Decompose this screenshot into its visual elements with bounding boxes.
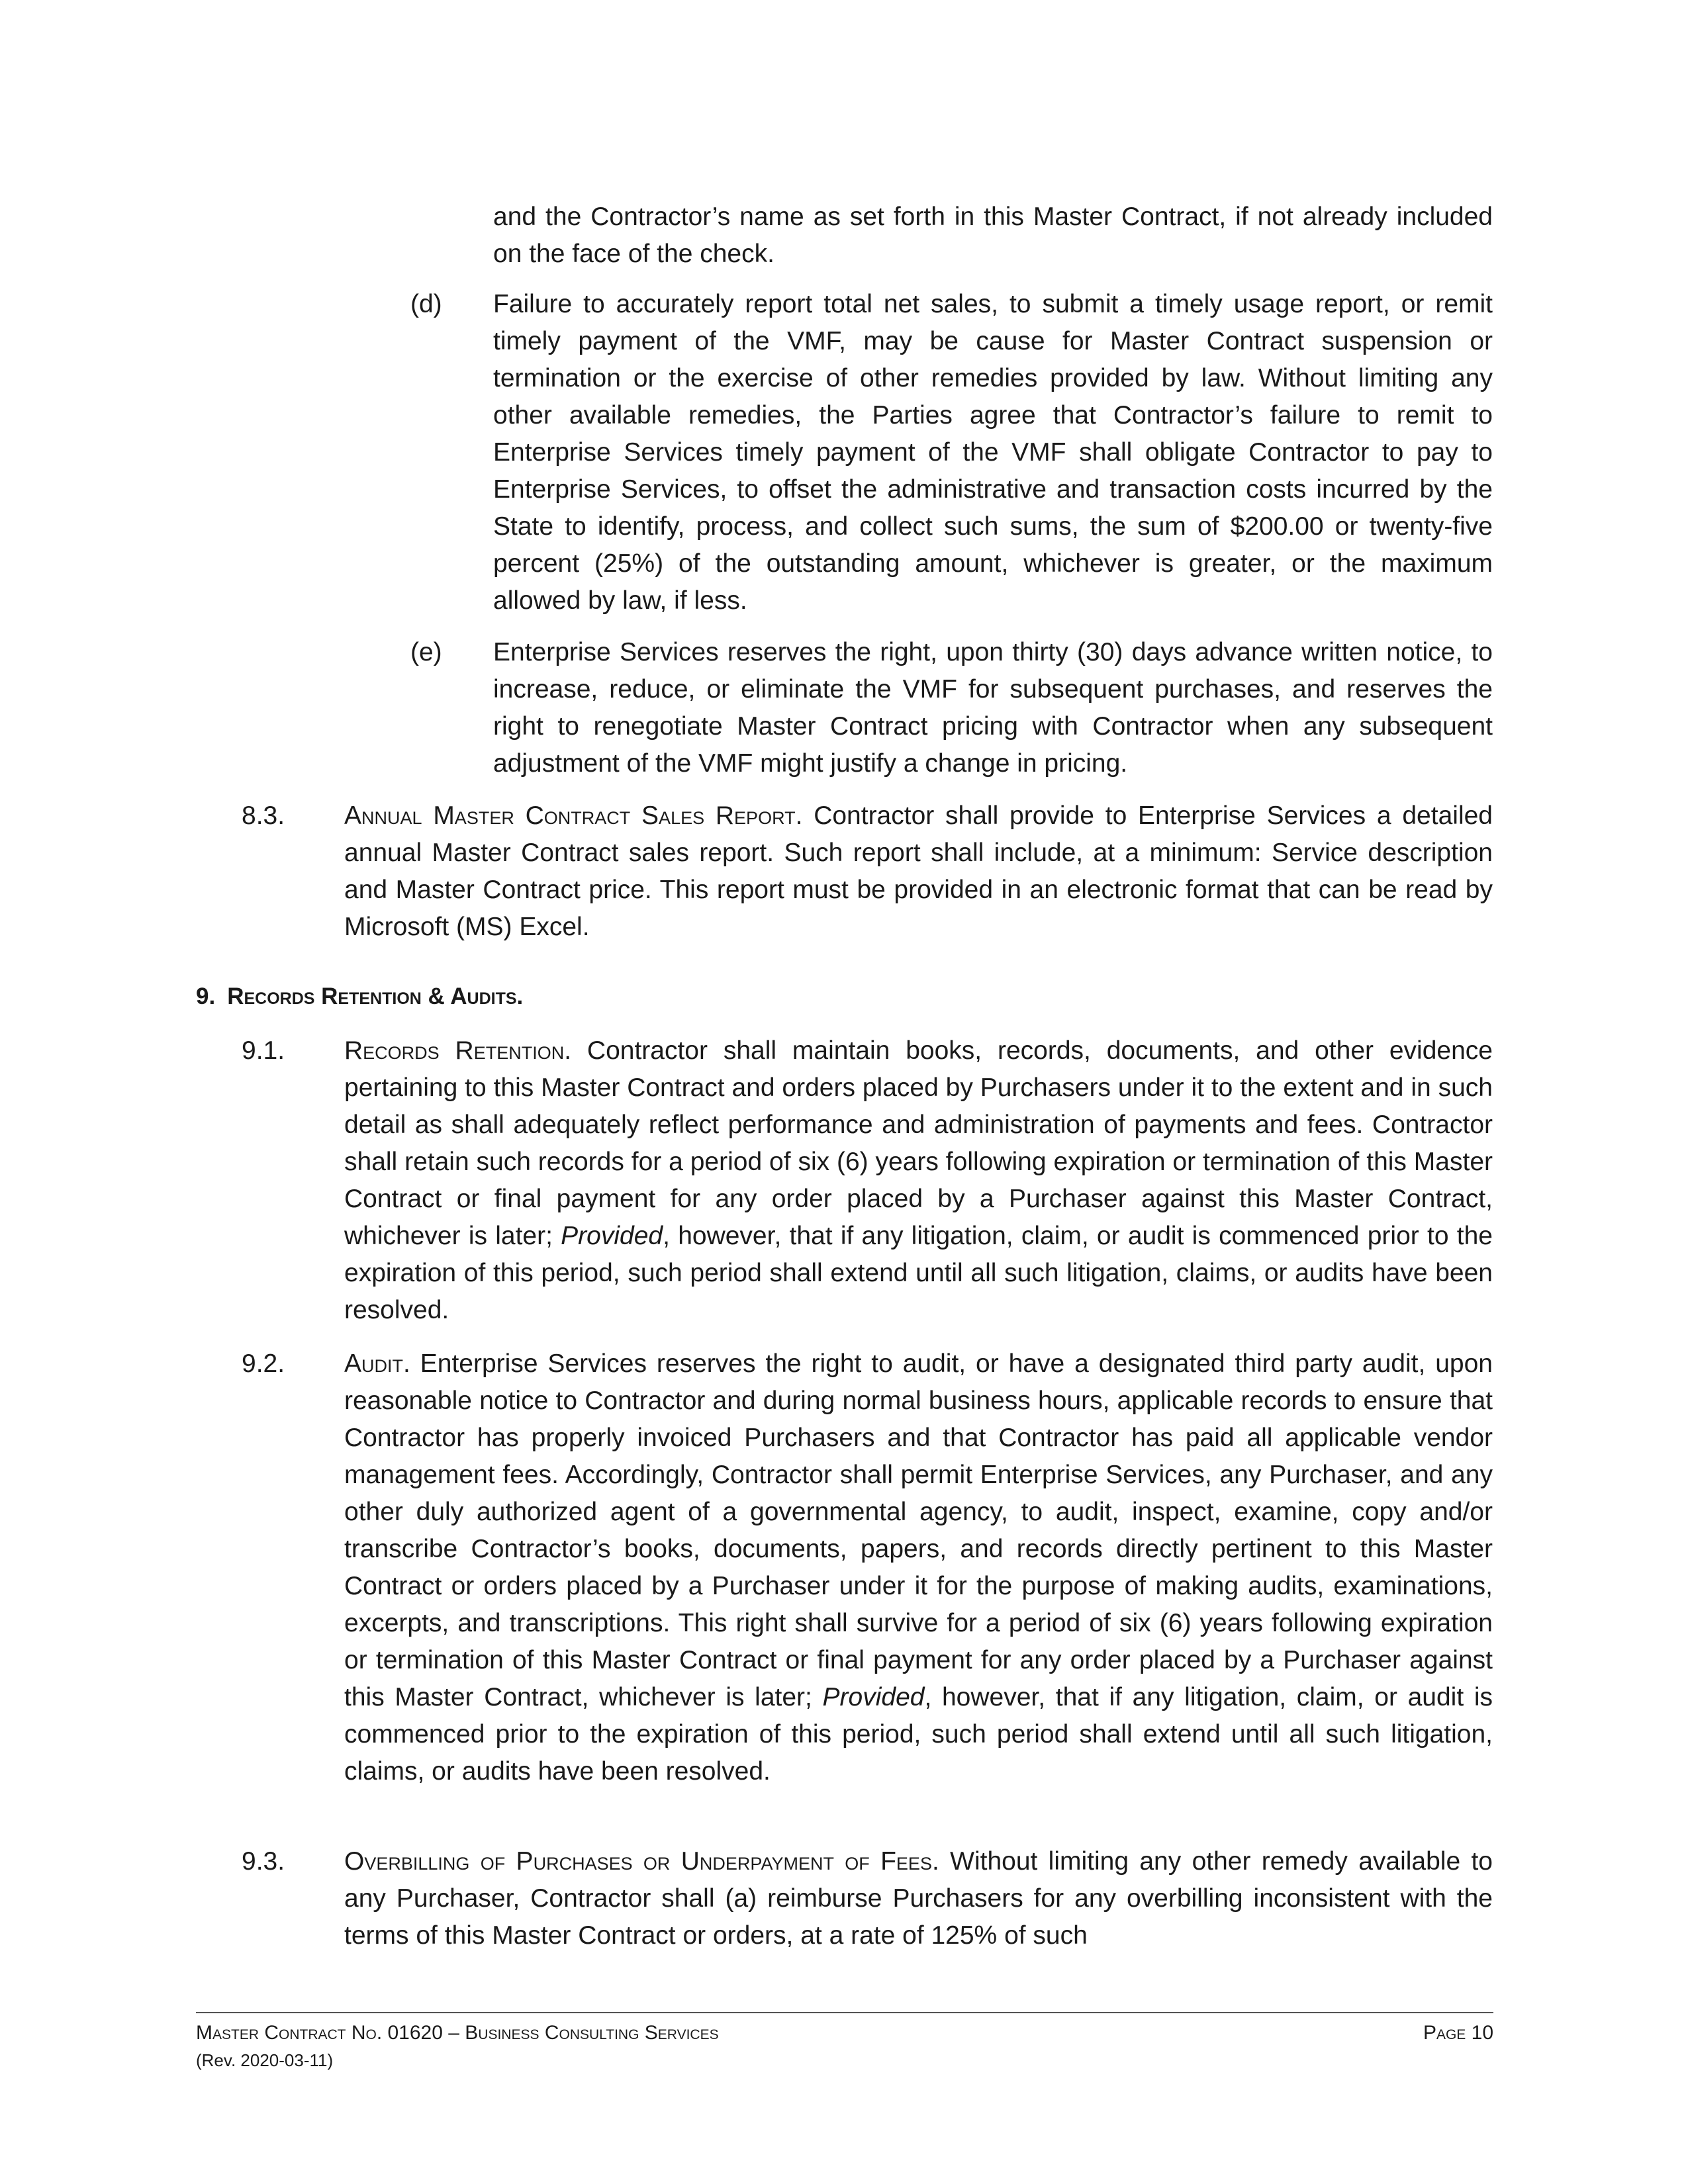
section-text-before: Enterprise Services reserves the right to audit, or have a designated third party audit, upon reasonable notice to Contractor and during normal business hours, applicable records to ensure that Contractor has properly invoiced Purchasers and that Contractor has paid all applicable vendor management fees. Accordingly, Contractor shall permit Enterprise Services, any Purchaser, and any other duly authorized agent of a governmental agency, to audit, inspect, examine, copy and/or transcribe Contractor’s books, documents, papers, and records directly pertinent to this Master Contract or orders placed by a Purchaser under it for the purpose of making audits, examinations, excerpts, and transcriptions. This right shall survive for a period of six (6) years following expiration or termination of this Master Contract or final payment for any order placed by a Purchaser against this Master Contract, whichever is later;: [344, 1349, 1493, 1711]
section-text-after: , however, that if any litigation, claim, or audit is commenced prior to the expiration of this period, such period shall extend until all such litigation, claims, or audits have been resolved.: [344, 1222, 1493, 1324]
section-number: 8.3.: [242, 801, 285, 830]
section-8-3: [242, 797, 1493, 946]
list-item-e: [410, 634, 1493, 782]
list-item-label: (d): [410, 290, 442, 318]
section-number: 9.3.: [242, 1847, 285, 1876]
footer-page-number: Page 10: [1423, 2022, 1493, 2044]
heading-trail: .: [516, 983, 524, 1009]
footer-contract-title: Master Contract No. 01620 – Business Consulting Services: [196, 2022, 719, 2044]
section-title: Records Retention.: [344, 1036, 572, 1065]
list-item-text: Enterprise Services reserves the right, upon thirty (30) days advance written notice, to increase, reduce, or eliminate the VMF for subsequent purchases, and reserves the right to renegotiate Master Contract pricing with Contractor when any subsequent adjustment of the VMF might justify a change in pricing.: [493, 638, 1493, 778]
section-title: Annual Master Contract Sales Report.: [344, 801, 803, 830]
heading-number: 9.: [196, 983, 216, 1009]
section-paragraph: [344, 797, 1493, 946]
section-text-after: , however, that if any litigation, claim, or audit is commenced prior to the expiration of this period, such period shall extend until all such litigation, claims, or audits have been resolved.: [344, 1683, 1493, 1786]
footer-divider: [196, 2012, 1493, 2013]
section-emphasis: Provided: [561, 1222, 663, 1250]
list-item-text: Failure to accurately report total net sales, to submit a timely usage report, or remit timely payment of the VMF, may be cause for Master Contract suspension or termination or the exercise of other remedies provided by law. Without limiting any other available remedies, the Parties agree that Contractor’s failure to remit to Enterprise Services timely payment of the VMF shall obligate Contractor to pay to Enterprise Services, to offset the administrative and transaction costs incurred by the State to identify, process, and collect such sums, the sum of $200.00 or twenty-five percent (25%) of the outstanding amount, whichever is greater, or the maximum allowed by law, if less.: [493, 290, 1493, 615]
section-9-3: [242, 1843, 1493, 1954]
section-text: Contractor shall provide to Enterprise Services a detailed annual Master Contract sales report. Such report shall include, at a minimum: Service description and Master Contract price. This report must be provided in an electronic format that can be read by Microsoft (MS) Excel.: [344, 801, 1493, 941]
list-item-label: (e): [410, 638, 442, 666]
heading-title: Records Retention & Audits: [227, 983, 517, 1009]
continuation-paragraph: [493, 199, 1493, 273]
section-number: 9.2.: [242, 1349, 285, 1378]
footer-revision: (Rev. 2020-03-11): [196, 2050, 334, 2070]
section-paragraph: [344, 1345, 1493, 1790]
continuation-text: and the Contractor’s name as set forth in this Master Contract, if not already included on the face of the check.: [493, 203, 1493, 268]
section-number: 9.1.: [242, 1036, 285, 1065]
section-text: Without limiting any other remedy available to any Purchaser, Contractor shall (a) reimburse Purchasers for any overbilling inconsistent with the terms of this Master Contract or orders, at a rate of 125% of such: [344, 1847, 1493, 1950]
section-paragraph: [344, 1843, 1493, 1954]
section-paragraph: [344, 1032, 1493, 1329]
section-emphasis: Provided: [822, 1683, 925, 1711]
section-heading-9: [196, 978, 523, 1015]
section-title: Audit.: [344, 1349, 410, 1378]
section-title: Overbilling of Purchases or Underpayment of Fees.: [344, 1847, 939, 1876]
list-item-d: [410, 286, 1493, 619]
section-9-1: [242, 1032, 1493, 1329]
section-text-before: Contractor shall maintain books, records, documents, and other evidence pertaining to this Master Contract and orders placed by Purchasers under it to the extent and in such detail as shall adequately reflect performance and administration of payments and fees. Contractor shall retain such records for a period of six (6) years following expiration or termination of this Master Contract or final payment for any order placed by a Purchaser against this Master Contract, whichever is later;: [344, 1036, 1493, 1250]
section-9-2: [242, 1345, 1493, 1790]
